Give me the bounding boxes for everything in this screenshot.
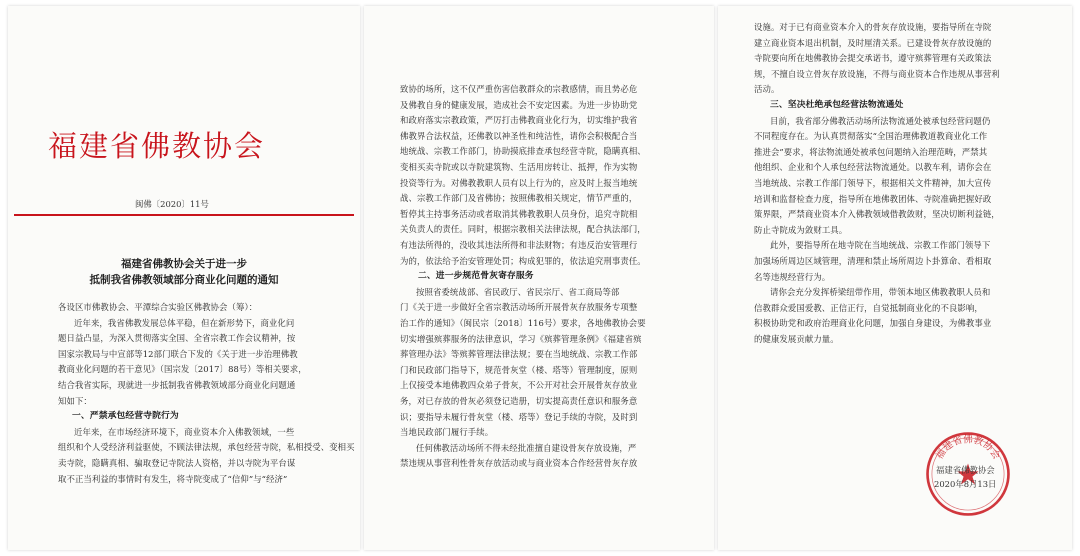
red-divider-line — [14, 214, 354, 216]
page-2 — [364, 6, 714, 550]
body-text-line: 佛教界合法权益，还佛教以神圣性和纯洁性，请你会积极配合当 — [400, 130, 638, 141]
letterhead-title: 福建省佛教协会 — [48, 129, 266, 163]
body-text-line: 按照省委统战部、省民政厅、省民宗厅、省工商局等部 — [416, 286, 620, 297]
body-text-line: 近年来，我省佛教发展总体平稳，但在新形势下，商业化问 — [74, 317, 295, 328]
body-text-line: 当地统战、宗教工作部门领导下，根据相关文件精神，加大宣传 — [754, 178, 992, 188]
body-text-line: 卖寺院，隐瞒真相、骗取登记寺院法人资格，并以寺院为平台谋 — [58, 458, 296, 468]
body-text-line: 务，对已存放的骨灰必须登记造册，切实提高责任意识和服务意 — [400, 396, 638, 406]
body-text-line: 活动。 — [754, 84, 780, 95]
section-heading: 三、坚决杜绝承包经营法物流通处 — [770, 100, 904, 110]
body-text-line: 题日益凸显，为深入贯彻落实全国、全省宗教工作会议精神，按 — [58, 333, 296, 344]
section-heading: 一、严禁承包经营寺院行为 — [72, 411, 179, 422]
body-text-line: 积极协助党和政府治理商业化问题，加强自身建设，为佛教事业 — [754, 318, 992, 329]
section-heading: 二、进一步规范骨灰寄存服务 — [418, 271, 534, 282]
body-text-line: 他组织、企业和个人承包经营法物流通处。以教车利，请你会在 — [754, 162, 992, 173]
document-number: 闽佛〔2020〕11号 — [135, 199, 209, 209]
body-text-line: 设施。对于已有商业资本介入的骨灰存放设施，要指导所在寺院 — [754, 22, 992, 32]
body-text-line: 组织和个人受经济利益驱使，不顾法律法规，承包经营寺院，私相授受、变相买 — [58, 442, 355, 453]
body-text-line: 近年来，在市场经济环境下，商业资本介入佛教领域，一些 — [74, 426, 295, 437]
signature-organization: 福建省佛教协会 — [936, 465, 995, 475]
body-text-line: 致协的场所，这不仅严重伤害信教群众的宗教感情，而且势必危 — [400, 84, 638, 94]
body-text-line: 切实增强殡葬服务的法律意识，学习《殡葬管理条例》《福建省殡 — [400, 333, 642, 344]
notice-heading-line-1: 福建省佛教协会关于进一步 — [121, 258, 247, 270]
body-text-line: 为的，依法给予治安管理处罚；构成犯罪的，依法追究刑事责任。 — [400, 255, 646, 266]
body-text-line: 不同程度存在。为认真贯彻落实“全国治理佛教道教商业化工作 — [754, 131, 988, 142]
body-text-line: 门《关于进一步做好全省宗教活动场所开展骨灰存放服务专项整 — [400, 302, 638, 313]
body-text-line: 地统战、宗教工作部门，协助摸底排查承包经营寺院，隐瞒真相、 — [400, 146, 646, 157]
svg-text:福建省佛教协会 — [932, 432, 1003, 461]
body-text-line: 加强场所周边区域管理，清理和禁止场所周边卜卦算命、看相取 — [754, 256, 992, 266]
body-text-line: 此外，要指导所在地寺院在当地统战、宗教工作部门领导下 — [770, 240, 991, 251]
body-text-line: 任何佛教活动场所不得未经批准擅自建设骨灰存放设施，严 — [416, 442, 637, 453]
body-text-line: 和政府落实宗教政策，严厉打击佛教商业化行为，切实维护我省 — [400, 115, 638, 126]
seal-text: 福建省佛教协会 — [934, 434, 1002, 462]
body-text-line: 各设区市佛教协会、平潭综合实验区佛教协会（筹）： — [58, 302, 258, 312]
body-text-line: 关负责人的责任。同时，根据宗教相关法律法规，配合执法部门， — [400, 224, 646, 235]
body-text-line: 名等违规经营行为。 — [754, 271, 831, 282]
body-text-line: 知如下： — [58, 395, 92, 406]
body-text-line: 推进会”要求，将法物流通处被承包问题纳入治理范畴，严禁其 — [754, 146, 988, 157]
body-text-line: 国家宗教局与中宣部等12部门联合下发的《关于进一步治理佛教 — [58, 348, 298, 359]
body-text-line: 策界限，严禁商业资本介入佛教领域借教敛财，坚决切断利益链， — [754, 209, 1000, 220]
body-text-line: 变相买卖寺院或以寺院建筑物、生活用房转让、抵押，作为实物 — [400, 162, 638, 172]
body-text-line: 建立商业资本退出机制，及时厘清关系。已建设骨灰存放设施的 — [754, 37, 992, 48]
body-text-line: 防止寺院成为敛财工具。 — [754, 224, 848, 235]
body-text-line: 有违法所得的，没收其违法所得和非法财物；有违反治安管理行 — [400, 240, 638, 250]
body-text-line: 上仅接受本地佛教四众弟子骨灰，不公开对社会开展骨灰存放业 — [400, 380, 638, 391]
body-text-line: 请你会充分发挥桥梁纽带作用，带领本地区佛教教职人员和 — [770, 287, 991, 298]
body-text-line: 信教群众爱国爱教、正信正行，自觉抵制商业化的不良影响， — [754, 302, 983, 313]
body-text-line: 目前，我省部分佛教活动场所法物流通处被承包经营问题仍 — [770, 115, 991, 126]
body-text-line: 寺院要向所在地佛教协会提交承诺书，遵守殡葬管理有关政策法 — [754, 53, 992, 64]
body-text-line: 战、宗教工作部门及省佛协；按照佛教相关规定，情节严重的， — [400, 193, 638, 204]
signature-date: 2020年8月13日 — [934, 479, 997, 489]
body-text-line: 结合我省实际，现就进一步抵制我省佛教领域部分商业化问题通 — [58, 380, 296, 390]
body-text-line: 当地民政部门履行手续。 — [400, 427, 494, 438]
body-text-line: 葬管理办法》等殡葬管理法律法规；要在当地统战、宗教工作部 — [400, 349, 638, 360]
body-text-line: 取不正当利益的事情时有发生，将寺院变成了“信仰”与“经济” — [58, 473, 288, 484]
body-text-line: 的健康发展贡献力量。 — [754, 334, 839, 344]
body-text-line: 门和民政部门指导下，规范骨灰堂（楼、塔等）管理制度，原则 — [400, 364, 638, 375]
notice-heading-line-2: 抵制我省佛教领域部分商业化问题的通知 — [89, 274, 279, 286]
body-text-line: 暂停其主持事务活动或者取消其佛教教职人员身份，追究寺院相 — [400, 208, 638, 219]
body-text-line: 及佛教自身的健康发展，造成社会不安定因素。为进一步协助党 — [400, 99, 638, 110]
page-1 — [8, 6, 360, 550]
page-3 — [718, 6, 1072, 550]
body-text-line: 教商业化问题的若干意见》（国宗发〔2017〕88号）等相关要求， — [58, 364, 307, 375]
body-text-line: 投资等行为。对佛教教职人员有以上行为的，应及时上报当地统 — [400, 177, 638, 188]
body-text-line: 治工作的通知》（闽民宗〔2018〕116号）要求，各地佛教协会要 — [400, 318, 646, 328]
body-text-line: 规，不擅自设立骨灰存放设施，不得与商业资本合作违规从事营利 — [754, 68, 1000, 79]
body-text-line: 培训和监督检查力度，指导所在地佛教团体、寺院准确把握好政 — [754, 193, 992, 204]
body-text-line: 禁违规从事营利性骨灰存放活动或与商业资本合作经营骨灰存放 — [400, 458, 638, 469]
body-text-line: 识；要指导未履行骨灰堂（楼、塔等）登记手续的寺院，及时到 — [400, 411, 638, 422]
